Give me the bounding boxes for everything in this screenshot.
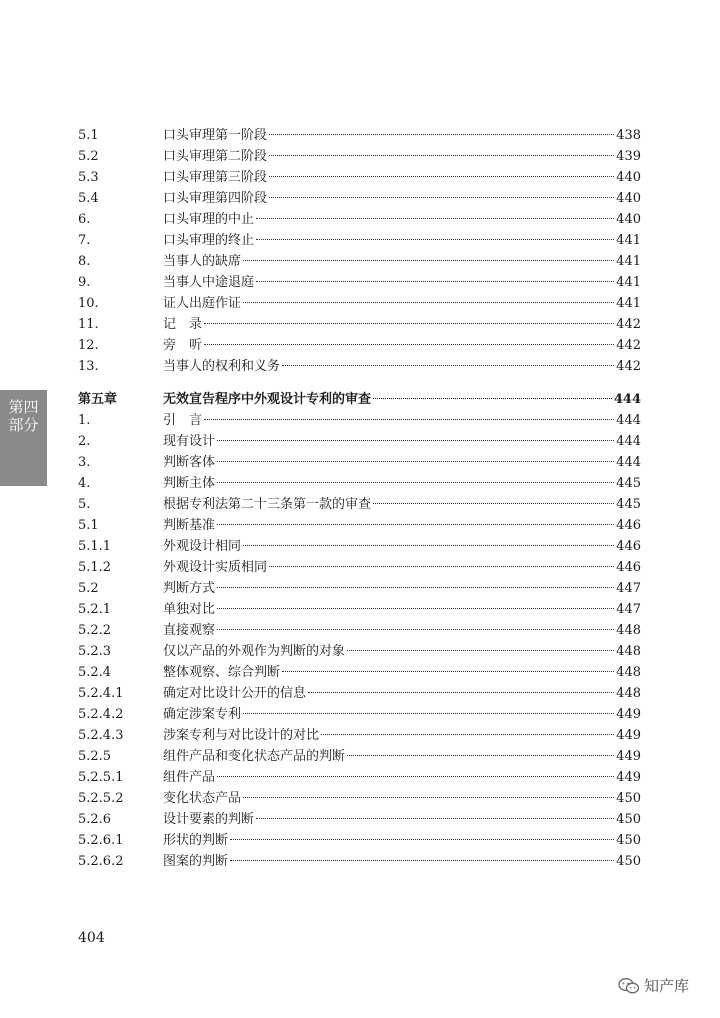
toc-entry-page: 450 bbox=[616, 812, 641, 827]
toc-entry bbox=[0, 272, 720, 293]
toc-entry bbox=[0, 662, 720, 683]
watermark bbox=[618, 975, 689, 996]
dot-leader bbox=[217, 587, 614, 588]
toc-entry bbox=[0, 809, 720, 830]
toc-entry-line bbox=[163, 536, 641, 557]
toc-entry-page: 450 bbox=[616, 833, 641, 848]
toc-entry-line bbox=[163, 557, 641, 578]
toc-entry-page: 448 bbox=[616, 623, 641, 638]
dot-leader bbox=[256, 239, 614, 240]
toc-entry-title: 单独对比 bbox=[163, 602, 216, 617]
dot-leader bbox=[230, 860, 614, 861]
toc-entry-title: 判断主体 bbox=[163, 476, 216, 491]
toc-entry-title: 口头审理第三阶段 bbox=[163, 170, 268, 185]
toc-entry-line bbox=[163, 188, 641, 209]
toc-entry-line bbox=[163, 620, 641, 641]
toc-entry bbox=[0, 704, 720, 725]
toc-entry-number: 5.1.2 bbox=[78, 560, 112, 575]
dot-leader bbox=[256, 818, 614, 819]
toc-entry-page: 448 bbox=[616, 644, 641, 659]
toc-entry-page: 446 bbox=[616, 560, 641, 575]
toc-entry-line bbox=[163, 167, 641, 188]
dot-leader bbox=[217, 440, 614, 441]
toc-entry-number: 5.1 bbox=[78, 128, 99, 143]
toc-entry-number: 3. bbox=[78, 455, 91, 470]
side-tab-line2: 部分 bbox=[8, 416, 39, 434]
toc-entry bbox=[0, 410, 720, 431]
toc-entry-number: 10. bbox=[78, 296, 99, 311]
toc-entry-number: 第五章 bbox=[78, 392, 118, 407]
toc-entry-line bbox=[163, 578, 641, 599]
toc-entry-line bbox=[163, 314, 641, 335]
toc-entry-title: 判断方式 bbox=[163, 581, 216, 596]
toc-entry-line bbox=[163, 356, 641, 377]
toc-entry-page: 444 bbox=[616, 434, 641, 449]
toc-entry-line bbox=[163, 125, 641, 146]
dot-leader bbox=[308, 692, 614, 693]
toc-entry bbox=[0, 431, 720, 452]
toc-entry-page: 440 bbox=[616, 212, 641, 227]
toc-entry-number: 5.1.1 bbox=[78, 539, 112, 554]
watermark-text: 知产库 bbox=[644, 977, 690, 995]
toc-entry bbox=[0, 356, 720, 377]
toc-entry-page: 450 bbox=[616, 791, 641, 806]
toc-entry-number: 5.2.6.1 bbox=[78, 833, 124, 848]
toc-entry-line bbox=[163, 146, 641, 167]
toc-entry-line bbox=[163, 452, 641, 473]
toc-entry-title: 仅以产品的外观作为判断的对象 bbox=[163, 644, 346, 659]
toc-entry-line bbox=[163, 410, 641, 431]
toc-entry-line bbox=[163, 641, 641, 662]
toc-entry-title: 旁 听 bbox=[163, 338, 203, 353]
dot-leader bbox=[243, 797, 614, 798]
toc-entry-number: 6. bbox=[78, 212, 91, 227]
toc-entry-page: 449 bbox=[616, 770, 641, 785]
toc-entry-page: 441 bbox=[616, 254, 641, 269]
toc-entry-title: 形状的判断 bbox=[163, 833, 229, 848]
toc-entry-page: 445 bbox=[616, 497, 641, 512]
toc-entry-number: 13. bbox=[78, 359, 99, 374]
toc-entry-line bbox=[163, 293, 641, 314]
toc-entry-number: 5.2.4 bbox=[78, 665, 112, 680]
toc-entry-page: 449 bbox=[616, 749, 641, 764]
toc-entry-title: 口头审理第一阶段 bbox=[163, 128, 268, 143]
toc-entry-number: 5.2.5.1 bbox=[78, 770, 124, 785]
dot-leader bbox=[204, 323, 614, 324]
toc-entry-title: 设计要素的判断 bbox=[163, 812, 255, 827]
toc-entry-line bbox=[163, 431, 641, 452]
dot-leader bbox=[243, 302, 614, 303]
toc-entry-title: 组件产品和变化状态产品的判断 bbox=[163, 749, 346, 764]
toc-entry bbox=[0, 746, 720, 767]
toc-entry-number: 5.2.4.3 bbox=[78, 728, 124, 743]
dot-leader bbox=[347, 755, 614, 756]
dot-leader bbox=[373, 503, 614, 504]
toc-entry-number: 5.2.4.1 bbox=[78, 686, 124, 701]
toc-entry-line bbox=[163, 662, 641, 683]
toc-entry-title: 口头审理的终止 bbox=[163, 233, 255, 248]
toc-entry-title: 图案的判断 bbox=[163, 854, 229, 869]
toc-entry bbox=[0, 209, 720, 230]
toc-entry-line bbox=[163, 515, 641, 536]
toc-entry bbox=[0, 125, 720, 146]
toc-entry-number: 5.2.2 bbox=[78, 623, 112, 638]
toc-entry-page: 449 bbox=[616, 728, 641, 743]
toc-entry bbox=[0, 599, 720, 620]
toc-entry bbox=[0, 452, 720, 473]
toc-entry-number: 5.2 bbox=[78, 581, 99, 596]
dot-leader bbox=[230, 839, 614, 840]
toc-entry-title: 确定涉案专利 bbox=[163, 707, 242, 722]
toc-entry bbox=[0, 335, 720, 356]
toc-entry-number: 11. bbox=[78, 317, 99, 332]
toc-entry-page: 441 bbox=[616, 233, 641, 248]
dot-leader bbox=[204, 344, 614, 345]
toc-entry-title: 确定对比设计公开的信息 bbox=[163, 686, 307, 701]
toc-entry-title: 现有设计 bbox=[163, 434, 216, 449]
toc-entry bbox=[0, 473, 720, 494]
dot-leader bbox=[217, 776, 614, 777]
toc-entry-title: 引 言 bbox=[163, 413, 203, 428]
toc-entry-page: 446 bbox=[616, 539, 641, 554]
dot-leader bbox=[282, 671, 614, 672]
toc-entry bbox=[0, 293, 720, 314]
toc-entry-page: 438 bbox=[616, 128, 641, 143]
dot-leader bbox=[269, 134, 614, 135]
toc-entry bbox=[0, 767, 720, 788]
toc-entry-page: 444 bbox=[616, 413, 641, 428]
toc-entry-line bbox=[163, 683, 641, 704]
toc-entry bbox=[0, 830, 720, 851]
toc-entry-title: 变化状态产品 bbox=[163, 791, 242, 806]
toc-entry-number: 5.2.6.2 bbox=[78, 854, 124, 869]
toc-entry-line bbox=[163, 230, 641, 251]
dot-leader bbox=[256, 281, 614, 282]
toc-entry-title: 组件产品 bbox=[163, 770, 216, 785]
toc-entry-page: 448 bbox=[616, 665, 641, 680]
dot-leader bbox=[217, 461, 614, 462]
toc-entry-number: 5.2.1 bbox=[78, 602, 112, 617]
toc-entry-number: 5.3 bbox=[78, 170, 99, 185]
dot-leader bbox=[321, 734, 614, 735]
toc-entry-title: 直接观察 bbox=[163, 623, 216, 638]
toc-entry-title: 当事人中途退庭 bbox=[163, 275, 255, 290]
toc-entry-title: 当事人的缺席 bbox=[163, 254, 242, 269]
toc-entry-page: 441 bbox=[616, 275, 641, 290]
toc-entry-title: 记 录 bbox=[163, 317, 203, 332]
dot-leader bbox=[217, 524, 614, 525]
toc-entry-title: 判断客体 bbox=[163, 455, 216, 470]
dot-leader bbox=[269, 197, 614, 198]
dot-leader bbox=[269, 155, 614, 156]
toc-entry-line bbox=[163, 746, 641, 767]
toc-entry bbox=[0, 146, 720, 167]
toc-entry-number: 1. bbox=[78, 413, 91, 428]
toc-entry-title: 涉案专利与对比设计的对比 bbox=[163, 728, 320, 743]
toc-entry-page: 442 bbox=[616, 317, 641, 332]
toc-entry-number: 8. bbox=[78, 254, 91, 269]
toc-entry-title: 外观设计相同 bbox=[163, 539, 242, 554]
dot-leader bbox=[256, 218, 614, 219]
dot-leader bbox=[217, 629, 614, 630]
toc-entry-line bbox=[163, 851, 641, 872]
toc-entry bbox=[0, 230, 720, 251]
toc-entry-line bbox=[163, 272, 641, 293]
toc-entry-title: 口头审理的中止 bbox=[163, 212, 255, 227]
toc-entry-page: 447 bbox=[616, 602, 641, 617]
toc-entry-page: 440 bbox=[616, 170, 641, 185]
toc-entry-number: 5.4 bbox=[78, 191, 99, 206]
toc-entry-number: 7. bbox=[78, 233, 91, 248]
toc-entry bbox=[0, 314, 720, 335]
toc-entry-line bbox=[163, 494, 641, 515]
toc-entry-title: 根据专利法第二十三条第一款的审查 bbox=[163, 497, 372, 512]
toc-entry bbox=[0, 788, 720, 809]
toc-entry-title: 整体观察、综合判断 bbox=[163, 665, 281, 680]
side-tab-line1: 第四 bbox=[8, 398, 39, 416]
toc-entry-line bbox=[163, 788, 641, 809]
toc-entry-page: 444 bbox=[613, 392, 641, 407]
toc-entry-page: 449 bbox=[616, 707, 641, 722]
toc-entry-line bbox=[163, 599, 641, 620]
toc-entry bbox=[0, 725, 720, 746]
toc-entry-page: 446 bbox=[616, 518, 641, 533]
toc-chapter-heading bbox=[0, 389, 720, 410]
toc-entry-line bbox=[163, 830, 641, 851]
toc-entry-page: 442 bbox=[616, 338, 641, 353]
page-number: 404 bbox=[78, 930, 105, 946]
dot-leader bbox=[269, 176, 614, 177]
dot-leader bbox=[243, 260, 614, 261]
toc-entry-title: 当事人的权利和义务 bbox=[163, 359, 281, 374]
toc-entry-page: 442 bbox=[616, 359, 641, 374]
dot-leader bbox=[347, 650, 614, 651]
dot-leader bbox=[217, 608, 614, 609]
toc-entry-number: 4. bbox=[78, 476, 91, 491]
toc-entry bbox=[0, 251, 720, 272]
toc-entry-title: 无效宣告程序中外观设计专利的审查 bbox=[163, 392, 372, 407]
toc-entry-line bbox=[163, 767, 641, 788]
toc-entry bbox=[0, 641, 720, 662]
toc-entry bbox=[0, 494, 720, 515]
toc-entry-page: 441 bbox=[616, 296, 641, 311]
toc-entry-page: 445 bbox=[616, 476, 641, 491]
toc-entry-line bbox=[163, 209, 641, 230]
toc-entry-number: 5.2 bbox=[78, 149, 99, 164]
toc-entry-number: 5.2.5 bbox=[78, 749, 112, 764]
toc-entry bbox=[0, 188, 720, 209]
toc-entry-number: 5.2.4.2 bbox=[78, 707, 124, 722]
toc-entry-page: 440 bbox=[616, 191, 641, 206]
toc-entry bbox=[0, 578, 720, 599]
toc-entry-page: 439 bbox=[616, 149, 641, 164]
toc-entry-line bbox=[163, 251, 641, 272]
toc-entry-page: 444 bbox=[616, 455, 641, 470]
toc-entry-number: 12. bbox=[78, 338, 99, 353]
dot-leader bbox=[282, 365, 614, 366]
toc-entry-line bbox=[163, 809, 641, 830]
toc-entry bbox=[0, 683, 720, 704]
toc-entry-title: 口头审理第四阶段 bbox=[163, 191, 268, 206]
toc-entry-number: 9. bbox=[78, 275, 91, 290]
toc-entry-page: 447 bbox=[616, 581, 641, 596]
toc-entry-title: 口头审理第二阶段 bbox=[163, 149, 268, 164]
wechat-icon bbox=[618, 977, 640, 995]
dot-leader bbox=[269, 566, 614, 567]
toc-entry-page: 450 bbox=[616, 854, 641, 869]
toc-entry-line bbox=[163, 473, 641, 494]
toc-entry-line bbox=[163, 704, 641, 725]
toc-entry-title: 证人出庭作证 bbox=[163, 296, 242, 311]
toc-entry bbox=[0, 557, 720, 578]
dot-leader bbox=[204, 419, 614, 420]
toc-entry bbox=[0, 167, 720, 188]
dot-leader bbox=[243, 545, 614, 546]
toc-entry bbox=[0, 515, 720, 536]
toc-entry-line bbox=[163, 389, 641, 410]
dot-leader bbox=[243, 713, 614, 714]
toc-entry bbox=[0, 536, 720, 557]
toc-entry-number: 5.2.5.2 bbox=[78, 791, 124, 806]
toc-entry-number: 5.1 bbox=[78, 518, 99, 533]
toc-entry-number: 2. bbox=[78, 434, 91, 449]
toc-entry-title: 判断基准 bbox=[163, 518, 216, 533]
toc-entry bbox=[0, 620, 720, 641]
toc-entry bbox=[0, 851, 720, 872]
toc-entry-line bbox=[163, 725, 641, 746]
toc-entry-page: 448 bbox=[616, 686, 641, 701]
toc-entry-title: 外观设计实质相同 bbox=[163, 560, 268, 575]
toc-entry-number: 5.2.3 bbox=[78, 644, 112, 659]
dot-leader bbox=[217, 482, 614, 483]
toc-entry-line bbox=[163, 335, 641, 356]
dot-leader bbox=[373, 398, 612, 399]
toc-entry-number: 5.2.6 bbox=[78, 812, 112, 827]
toc-entry-number: 5. bbox=[78, 497, 91, 512]
